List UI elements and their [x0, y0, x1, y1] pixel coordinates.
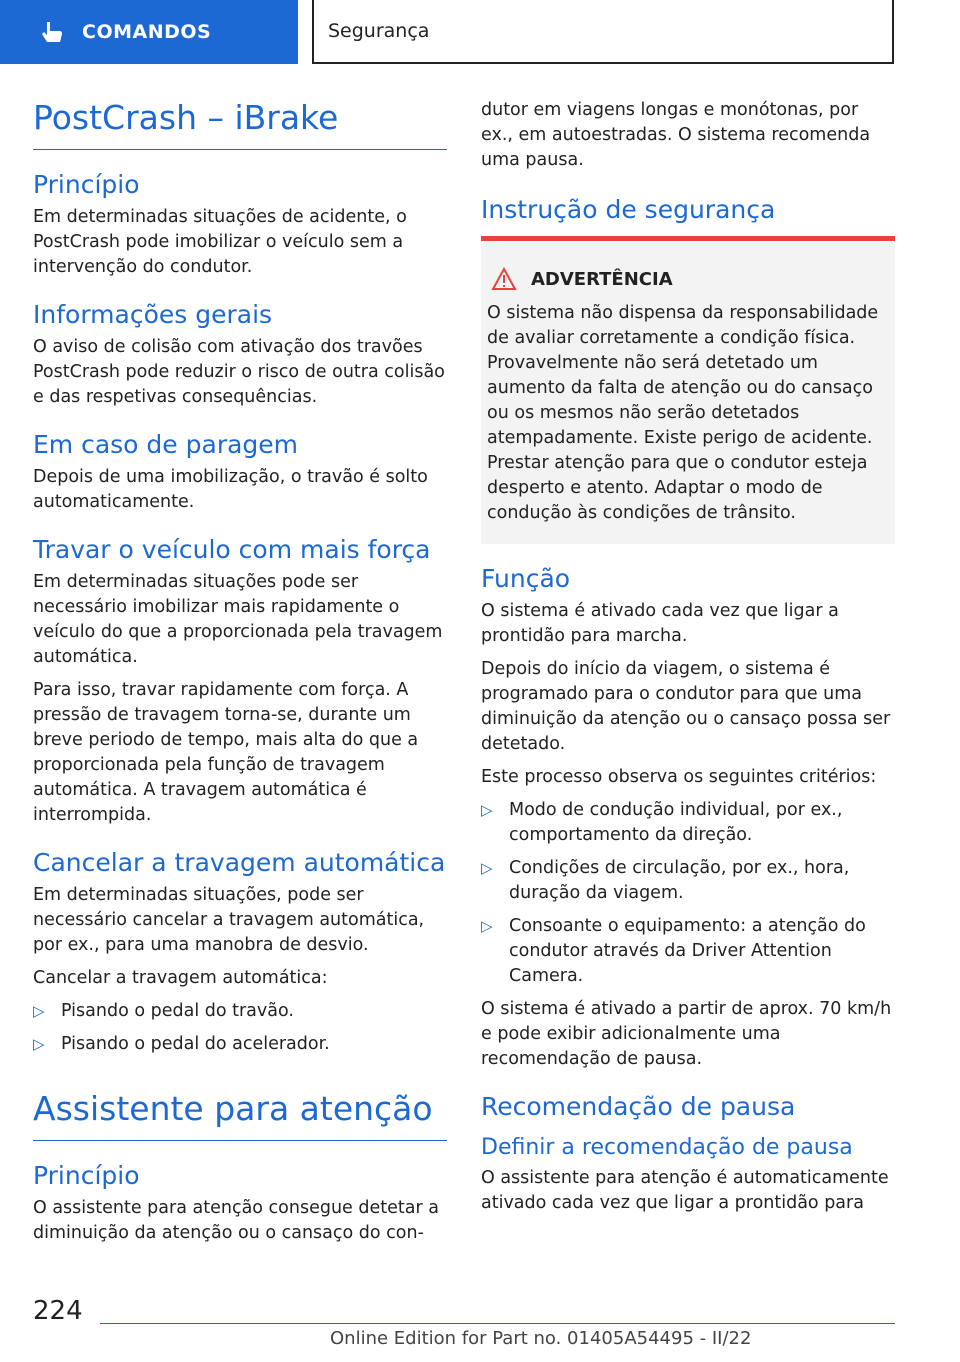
continued-text: dutor em viagens longas e monótonas, por ex., em autoestradas. O sistema recomenda uma pausa.: [481, 100, 871, 170]
cancel-braking-heading: Cancelar a travagem automática: [33, 848, 446, 877]
postcrash-title: PostCrash – iBrake: [33, 84, 447, 150]
principle-text: Em determinadas situações de acidente, o PostCrash pode imobilizar o veículo sem a intervenção do condutor.: [33, 207, 407, 277]
list-item: ▷ Pisando o pedal do travão.: [33, 999, 447, 1024]
function-text-4: O sistema é ativado a partir de aprox. 70 km/h e pode exibir adicionalmente uma recomendação de pausa.: [481, 999, 892, 1069]
triangle-bullet-icon: ▷: [481, 859, 493, 877]
triangle-bullet-icon: ▷: [33, 1035, 45, 1053]
triangle-bullet-icon: ▷: [481, 917, 493, 935]
warning-box: [481, 236, 895, 544]
list-item: ▷ Pisando o pedal do acelerador.: [33, 1032, 447, 1057]
general-info-text: O aviso de colisão com ativação dos travões PostCrash pode reduzir o risco de outra colisão e das respetivas consequências.: [33, 337, 445, 407]
criteria-list: [481, 798, 895, 989]
stop-heading: Em caso de paragem: [33, 430, 299, 459]
list-item: ▷ Consoante o equipamento: a atenção do condutor através da Driver Attention Camera.: [481, 916, 866, 986]
brake-harder-heading: Travar o veículo com mais força: [33, 535, 431, 564]
pause-recommendation-heading: Recomendação de pausa: [481, 1092, 796, 1121]
brake-harder-text-1: Em determinadas situações pode ser necessário imobilizar mais rapidamente o veículo do que a proporcionada pela travagem automática.: [33, 572, 443, 667]
attention-principle-heading: Princípio: [33, 1161, 140, 1190]
attention-principle-text: O assistente para atenção consegue detetar a diminuição da atenção ou o cansaço do con-: [33, 1198, 439, 1243]
pause-text: O assistente para atenção é automaticamente ativado cada vez que ligar a prontidão para: [481, 1168, 889, 1213]
tab-commands-label: COMANDOS: [82, 21, 212, 43]
function-text-1: O sistema é ativado cada vez que ligar a prontidão para marcha.: [481, 601, 839, 646]
safety-heading: Instrução de segurança: [481, 195, 776, 224]
cancel-braking-list: [33, 999, 447, 1057]
define-pause-subheading: Definir a recomendação de pausa: [481, 1135, 853, 1160]
tab-commands[interactable]: [0, 0, 298, 64]
function-text-3: Este processo observa os seguintes critérios:: [481, 767, 877, 787]
list-item: ▷ Modo de condução individual, por ex., comportamento da direção.: [481, 800, 843, 845]
attention-assistant-title: Assistente para atenção: [33, 1075, 447, 1141]
warning-triangle-icon: [491, 267, 517, 291]
triangle-bullet-icon: ▷: [33, 1002, 45, 1020]
right-column: [481, 98, 895, 1224]
function-text-2: Depois do início da viagem, o sistema é programado para o condutor para que uma diminuição da atenção ou o cansaço possa ser detetado.: [481, 659, 891, 754]
page-number: 224: [33, 1296, 83, 1326]
principle-heading: Princípio: [33, 170, 140, 199]
cancel-braking-text-2: Cancelar a travagem automática:: [33, 968, 328, 988]
cancel-braking-text-1: Em determinadas situações, pode ser necessário cancelar a travagem automática, por ex., para uma manobra de desvio.: [33, 885, 425, 955]
stop-text: Depois de uma imobilização, o travão é solto automaticamente.: [33, 467, 428, 512]
tab-section-label: Segurança: [328, 20, 430, 42]
tab-section[interactable]: [312, 0, 894, 64]
footer-divider: [100, 1323, 895, 1324]
hand-pointer-icon: [38, 19, 64, 45]
left-column: [33, 84, 447, 1254]
warning-header: [487, 267, 887, 291]
brake-harder-text-2: Para isso, travar rapidamente com força. A pressão de travagem torna-se, durante um breve periodo de tempo, mais alta do que a proporcionada pela função de travagem automática. A travagem automática é interrompida.: [33, 680, 419, 825]
warning-title: ADVERTÊNCIA: [531, 268, 673, 290]
triangle-bullet-icon: ▷: [481, 801, 493, 819]
warning-text: O sistema não dispensa da responsabilidade de avaliar corretamente a condição física. Provavelmente não será detetado um aumento da falta de atenção ou do cansaço ou os mesmos não serão detetados atempadamente. Existe perigo de acidente. Prestar atenção para que o condutor esteja desperto e atento. Adaptar o modo de condução às condições de trânsito.: [487, 303, 879, 523]
edition-text: Online Edition for Part no. 01405A54495 - II/22: [330, 1328, 752, 1349]
general-info-heading: Informações gerais: [33, 300, 273, 329]
page-header: [0, 0, 960, 66]
function-heading: Função: [481, 564, 571, 593]
list-item: ▷ Condições de circulação, por ex., hora, duração da viagem.: [481, 858, 850, 903]
